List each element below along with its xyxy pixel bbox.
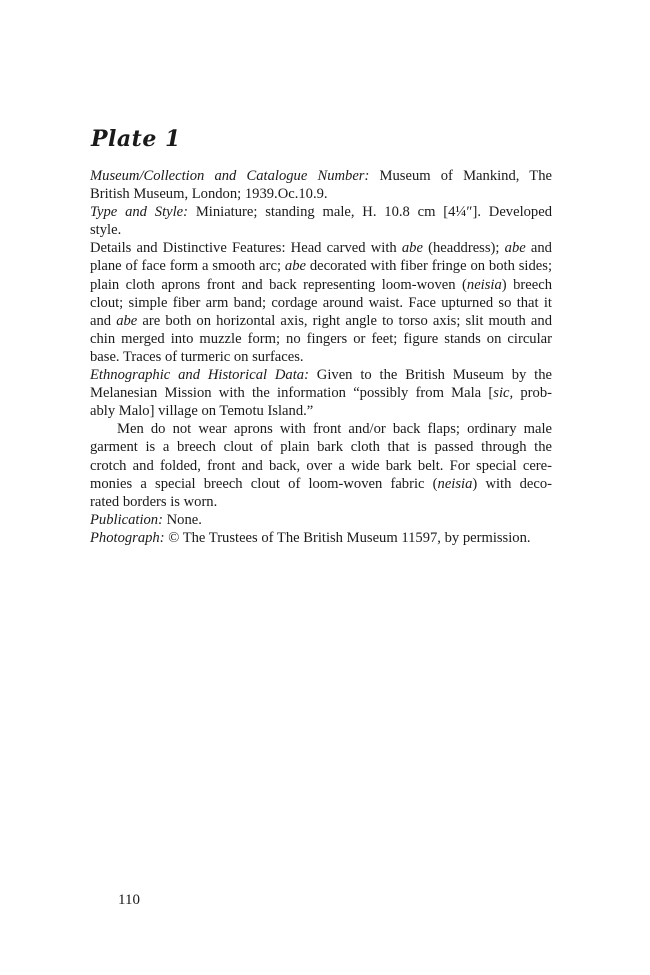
- details-line-4: clout; simple fiber arm band; cordage around waist. Face upturned so that it: [90, 294, 552, 311]
- publication-value: None.: [162, 511, 202, 528]
- catalogue-text-1: Museum of Mankind, The: [369, 168, 552, 184]
- details-line-5: [90, 312, 552, 330]
- details-line-7: base. Traces of turmeric on surfaces.: [90, 348, 304, 365]
- details-text: ) breech: [501, 276, 552, 293]
- details-text: are both on horizontal axis, right angle to torso axis; slit mouth and: [137, 312, 552, 329]
- photograph-value: © The Trustees of The British Museum 11597, by permission.: [164, 529, 531, 546]
- ethnographic-text: Given to the British Museum by the: [308, 367, 552, 384]
- details-line-1: [90, 239, 552, 257]
- details-term: abe: [401, 240, 423, 257]
- catalogue-line-2: British Museum, London; 1939.Oc.10.9.: [90, 186, 328, 203]
- details-text: (headdress);: [422, 240, 505, 257]
- catalogue-line-1: [90, 167, 552, 185]
- photograph-label: Photograph:: [90, 529, 165, 546]
- publication-label: Publication:: [90, 511, 163, 528]
- ethnographic-text: Melanesian Mission with the information “possibly from Mala [: [90, 385, 494, 402]
- type-style-text-1: Miniature; standing male, H. 10.8 cm [4¼″]. Developed: [188, 204, 552, 221]
- type-style-label: Type and Style:: [90, 204, 189, 221]
- plate-title: Plate 1: [91, 126, 181, 152]
- type-style-line-2: style.: [90, 222, 122, 239]
- catalogue-label: Museum/Collection and Catalogue Number:: [90, 168, 370, 184]
- details-line-3: [90, 276, 552, 294]
- paragraph-line-1: Men do not wear aprons with front and/or back flaps; ordinary male: [117, 421, 552, 438]
- details-text: plain cloth aprons front and back representing loom-woven (: [90, 276, 467, 293]
- ethnographic-term: sic,: [493, 385, 514, 402]
- details-line-2: [90, 257, 552, 275]
- ethnographic-line-2: [90, 384, 552, 402]
- page-number: 110: [118, 892, 140, 908]
- details-term: abe: [116, 312, 138, 329]
- paragraph-line-3: crotch and folded, front and back, over a wide bark belt. For special cere-: [90, 457, 552, 474]
- paragraph-line-2: garment is a breech clout of plain bark cloth that is passed through the: [90, 439, 552, 456]
- details-term: abe: [284, 258, 306, 275]
- paragraph-term: neisia: [437, 475, 473, 492]
- ethnographic-label: Ethnographic and Historical Data:: [90, 367, 309, 384]
- details-text: and: [90, 312, 117, 329]
- details-text: decorated with fiber fringe on both sides;: [306, 258, 552, 275]
- publication-line: [90, 511, 552, 529]
- photograph-line: [90, 529, 552, 547]
- details-text: and: [525, 240, 552, 257]
- details-line-6: chin merged into muzzle form; no fingers or feet; figure stands on circular: [90, 330, 552, 347]
- plate-description: [90, 167, 552, 547]
- paragraph-text: monies a special breech clout of loom-woven fabric (: [90, 475, 438, 492]
- paragraph-line-4: [90, 475, 552, 493]
- details-term: neisia: [466, 276, 502, 293]
- type-style-line-1: [90, 203, 552, 221]
- paragraph-text: ) with deco-: [472, 475, 552, 492]
- details-text: plane of face form a smooth arc;: [90, 258, 285, 275]
- paragraph-line-5: rated borders is worn.: [90, 493, 218, 510]
- ethnographic-line-3: ably Malo] village on Temotu Island.”: [90, 403, 314, 420]
- ethnographic-text: prob-: [513, 385, 552, 402]
- details-term: abe: [504, 240, 526, 257]
- details-text: Details and Distinctive Features: Head carved with: [90, 240, 402, 257]
- ethnographic-line-1: [90, 366, 552, 384]
